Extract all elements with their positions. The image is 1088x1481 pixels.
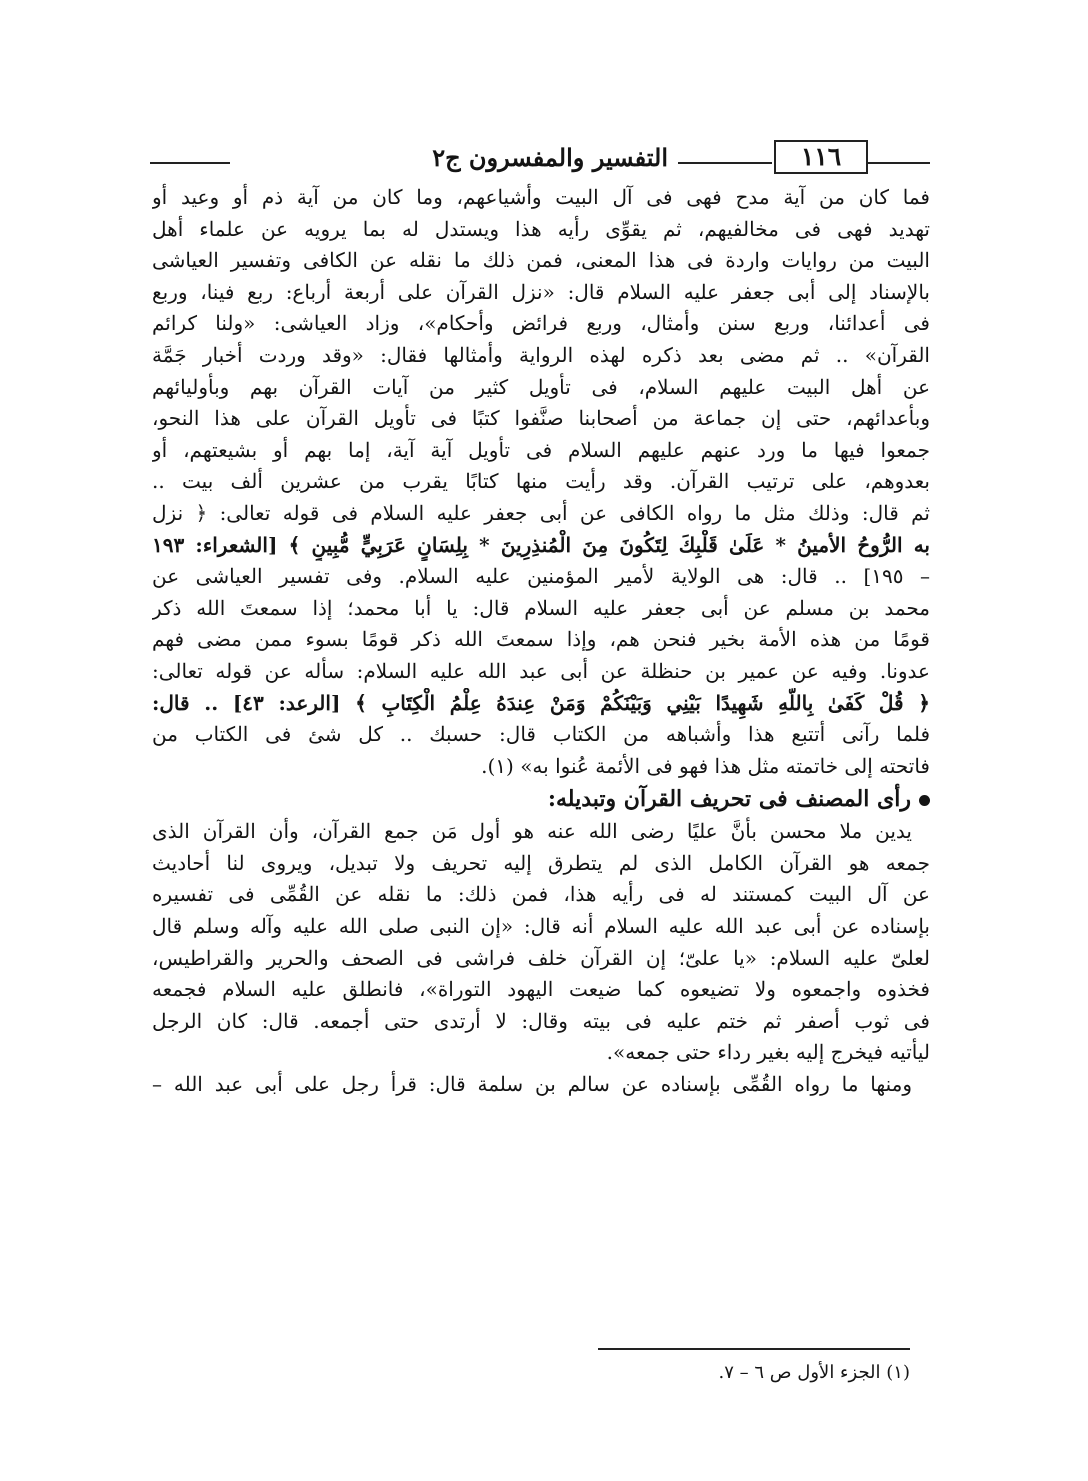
text-line: قومًا من هذه الأمة بخير فنحن هم، وإذا سمعتَ الله ذكر قومًا بسوء ممن مضى فهم [152, 627, 930, 652]
text-line: فاتحته إلى خاتمته مثل هذا فهو فى الأئمة عُنوا به» (١). [481, 753, 930, 778]
text-line: لعلىّ عليه السلام: «يا علىّ؛ إن القرآن خلف فراشى فى الصحف والحرير والقراطيس، [152, 945, 930, 970]
page-header [150, 138, 930, 182]
header-rule-middle [678, 162, 772, 164]
text-line: فما كان من آية مدح فهى فى آل البيت وأشياعهم، وما كان من آية ذم أو وعيد أو [152, 185, 930, 209]
text-line: محمد بن مسلم عن أبى جعفر عليه السلام قال: يا أبا محمد؛ إذا سمعتَ الله ذكر [152, 595, 930, 620]
bullet-icon [919, 795, 930, 806]
text-line: بإسناده عن أبى عبد الله عليه السلام أنه قال: «إن النبى صلى الله عليه وآله وسلم قال [152, 914, 930, 939]
text-line: عن أهل البيت عليهم السلام، فى تأويل كثير من آيات القرآن بهم وبأوليائهم [152, 374, 930, 399]
text-line: فى أعدائنا، وربع سنن وأمثال، وربع فرائض وأحكام»، وزاد العياشى: «ولنا كرائم [152, 311, 930, 336]
text-line: بالإسناد إلى أبى جعفر عليه السلام قال: «نزل القرآن على أربعة أرباع: ربع فينا، وربع [152, 279, 930, 304]
text-line: عدونا. وفيه عن عمير بن حنظلة عن أبى عبد الله عليه السلام: سأله عن قوله تعالى: [152, 658, 930, 683]
text-line: – ١٩٥] .. قال: هى الولاية لأمير المؤمنين عليه السلام. وفى تفسير العياشى عن [152, 564, 930, 589]
section-heading-text: رأى المصنف فى تحريف القرآن وتبديله: [547, 786, 911, 813]
text-line: عن آل البيت كمستند له فى رأيه هذا، فمن ذلك: ما نقله عن القُمِّى فى تفسيره [152, 882, 930, 907]
text-line: جمعوا فيها ما ورد عنهم عليهم السلام فى تأويل آية آية، إما بهم أو بشيعتهم، أو [152, 437, 930, 462]
text-line: البيت من روايات واردة فى هذا المعنى، فمن ذلك ما نقله عن الكافى وتفسير العياشى [152, 248, 930, 273]
text-line: ثم قال: وذلك مثل ما رواه الكافى عن أبى جعفر عليه السلام فى قوله تعالى: ﴿ نزل [152, 500, 930, 525]
page-body [152, 182, 930, 1101]
text-line: فلما رآنى أتتبع هذا وأشباهه من الكتاب قال: حسبك .. كل شئ فى الكتاب من [152, 722, 930, 747]
text-line: ومنها ما رواه القُمِّى بإسناده عن سالم بن سلمة قال: قرأ رجل على أبى عبد الله – [152, 1072, 912, 1097]
header-rule-left [150, 162, 230, 164]
text-line: بعدوهم، على ترتيب القرآن. وقد رأيت منها كتابًا يقرب من عشرين ألف بيت .. [152, 469, 930, 494]
text-line: القرآن» .. ثم مضى بعد ذكره لهذه الرواية وأمثالها فقال: «وقد وردت أخبار جَمَّة [152, 342, 930, 367]
text-line: فخذوه واجمعوه ولا تضيعوه كما ضيعت اليهود التوراة»، فانطلق عليه السلام فجمعه [152, 977, 930, 1002]
footnote: (١) الجزء الأول ص ٦ – ٧. [718, 1362, 910, 1383]
text-line: يدين ملا محسن بأنَّ عليًا رضى الله عنه هو أول مَن جمع القرآن، وأن القرآن الذى [152, 819, 912, 844]
quran-verse-line: ﴿ قُلْ كَفَىٰ بِاللَّهِ شَهِيدًا بَيْنِي وَبَيْنَكُمْ وَمَنْ عِندَهُ عِلْمُ الْكِتَابِ ﴾ [الرعد: ٤٣] .. قال: [152, 690, 930, 715]
page-number: ١١٦ [774, 140, 868, 174]
header-rule-right [862, 162, 930, 164]
text-line: وبأعدائهم، حتى إن جماعة من أصحابنا صنَّفوا كتبًا فى تأويل القرآن على هذا النحو، [152, 406, 930, 431]
text-line: جمعه هو القرآن الكامل الذى لم يتطرق إليه تحريف ولا تبديل، ويروى لنا أحاديث [152, 850, 930, 875]
footnote-separator [598, 1348, 910, 1350]
quran-verse-line: به الرُّوحُ الأمينُ * عَلَىٰ قَلْبِكَ لِتَكُونَ مِنَ الْمُنذِرِينَ * بِلِسَانٍ عَرَبِيٍّ مُّبِينٍ ﴾ [الشعراء: ١٩٣ [152, 532, 930, 557]
text-line: فى ثوب أصفر ثم ختم عليه فى بيته وقال: لا أرتدى حتى أجمعه. قال: كان الرجل [152, 1008, 930, 1033]
text-line: ليأتيه فيخرج إليه بغير رداء حتى جمعه». [606, 1040, 930, 1065]
running-title: التفسير والمفسرون ج٢ [432, 143, 668, 172]
section-heading [152, 782, 930, 816]
text-line: تهديد فهى فى مخالفيهم، ثم يقوِّى رأيه هذا ويستدل له بما يرويه عن علماء أهل [152, 216, 930, 241]
